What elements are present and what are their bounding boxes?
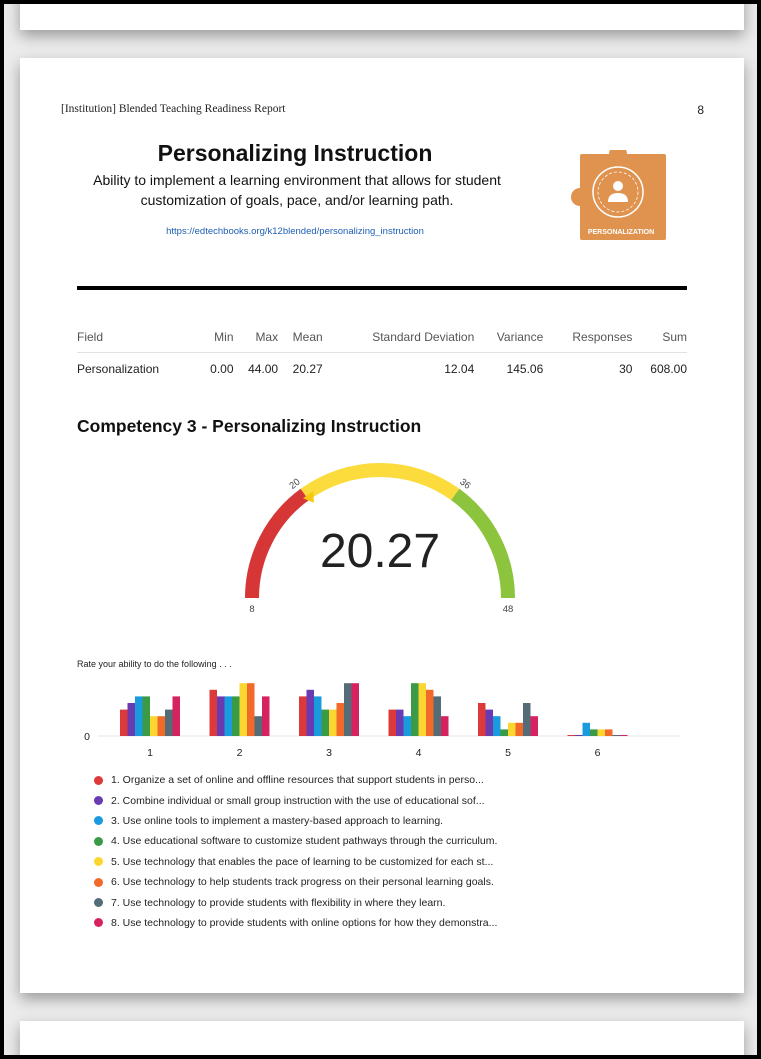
- bar: [255, 716, 263, 736]
- bar: [396, 710, 404, 736]
- personalization-badge: [566, 150, 670, 246]
- x-tick-label: 4: [415, 747, 422, 759]
- bar: [523, 703, 531, 736]
- gauge-band-mid: [305, 470, 455, 494]
- section-subtitle: [60, 170, 534, 210]
- legend-dot-icon: [94, 837, 103, 846]
- bar: [590, 729, 598, 736]
- bar: [501, 729, 509, 736]
- next-page: [20, 1021, 744, 1055]
- cell-field: Personalization: [77, 362, 160, 376]
- legend-label: 4. Use educational software to customize student pathways through the curriculum.: [111, 835, 498, 848]
- bar: [426, 690, 434, 736]
- bar: [620, 735, 628, 736]
- bar-chart-title: Rate your ability to do the following . . .: [77, 659, 232, 669]
- bar: [419, 683, 427, 736]
- bar: [143, 696, 151, 736]
- legend-label: 5. Use technology that enables the pace of learning to be customized for each st...: [111, 855, 494, 868]
- col-variance: Variance: [474, 324, 543, 353]
- subtitle-line-1: Ability to implement a learning environment that allows for student: [93, 172, 501, 188]
- legend-label: 6. Use technology to help students track progress on their personal learning goals.: [111, 876, 494, 889]
- legend-item: [94, 770, 497, 790]
- bar: [165, 710, 173, 736]
- bar: [493, 716, 501, 736]
- bar: [605, 729, 613, 736]
- bar: [613, 735, 621, 736]
- bar: [173, 696, 181, 736]
- bar: [344, 683, 352, 736]
- x-tick-label: 2: [236, 747, 243, 759]
- legend-dot-icon: [94, 918, 103, 927]
- bar: [240, 683, 248, 736]
- bar: [531, 716, 539, 736]
- table-row: [77, 353, 687, 386]
- cell-max: 44.00: [248, 362, 279, 376]
- cell-min: 0.00: [210, 362, 234, 376]
- bar: [508, 723, 516, 736]
- legend-dot-icon: [94, 898, 103, 907]
- bar: [568, 735, 576, 736]
- col-std-dev: Standard Deviation: [323, 324, 475, 353]
- cell-std-dev: 12.04: [444, 362, 475, 376]
- bar: [441, 716, 449, 736]
- y-tick-label: 0: [84, 731, 90, 743]
- legend-label: 1. Organize a set of online and offline resources that support students in perso...: [111, 774, 484, 787]
- legend-item: [94, 913, 497, 933]
- col-max: Max: [234, 324, 279, 353]
- col-field: Field: [77, 324, 199, 353]
- page-number: 8: [697, 103, 704, 117]
- bar: [120, 710, 128, 736]
- badge-label: PERSONALIZATION: [587, 229, 655, 236]
- resource-link[interactable]: https://edtechbooks.org/k12blended/personalizing_instruction: [166, 226, 424, 237]
- col-min: Min: [199, 324, 234, 353]
- bar: [478, 703, 486, 736]
- bar: [352, 683, 360, 736]
- legend-item: [94, 852, 497, 872]
- bar: [232, 696, 240, 736]
- x-tick-label: 3: [326, 747, 332, 759]
- section-title: Personalizing Instruction: [157, 140, 433, 166]
- gauge-label-threshold-low: 20: [287, 476, 303, 492]
- bar: [150, 716, 158, 736]
- subtitle-line-2: customization of goals, pace, and/or learning path.: [140, 192, 454, 208]
- legend-label: 7. Use technology to provide students with flexibility in where they learn.: [111, 896, 446, 909]
- legend-item: [94, 811, 497, 831]
- bar: [210, 690, 218, 736]
- bar: [404, 716, 412, 736]
- gauge-label-max: 48: [502, 604, 514, 615]
- bar: [299, 696, 307, 736]
- chart-legend: [94, 770, 497, 933]
- legend-item: [94, 790, 497, 810]
- cell-responses: 30: [619, 362, 633, 376]
- bar: [307, 690, 315, 736]
- col-sum: Sum: [632, 324, 687, 353]
- legend-label: 8. Use technology to provide students with online options for how they demonstra...: [111, 916, 498, 929]
- cell-variance: 145.06: [506, 362, 544, 376]
- legend-item: [94, 831, 497, 851]
- col-mean: Mean: [278, 324, 323, 353]
- bar: [434, 696, 442, 736]
- bar: [329, 710, 337, 736]
- gauge-label-threshold-high: 36: [457, 476, 473, 492]
- bar: [314, 696, 322, 736]
- bar: [247, 683, 255, 736]
- x-tick-label: 6: [594, 747, 601, 759]
- legend-dot-icon: [94, 878, 103, 887]
- bar: [389, 710, 397, 736]
- section-divider: [77, 286, 687, 290]
- x-tick-label: 5: [505, 747, 511, 759]
- legend-label: 2. Combine individual or small group instruction with the use of educational sof...: [111, 794, 485, 807]
- gauge-value: 20.27: [319, 525, 441, 578]
- legend-label: 3. Use online tools to implement a mastery-based approach to learning.: [111, 814, 444, 827]
- legend-dot-icon: [94, 776, 103, 785]
- cell-mean: 20.27: [292, 362, 323, 376]
- bar: [158, 716, 166, 736]
- bar: [135, 696, 143, 736]
- stats-header-row: [77, 324, 687, 353]
- report-page: [20, 58, 744, 993]
- bar: [337, 703, 345, 736]
- bar: [217, 696, 225, 736]
- bar: [516, 723, 524, 736]
- bar-chart: [70, 676, 690, 764]
- legend-dot-icon: [94, 796, 103, 805]
- previous-page: [20, 4, 744, 30]
- cell-sum: 608.00: [650, 362, 687, 376]
- bar: [262, 696, 270, 736]
- competency-title: Competency 3 - Personalizing Instruction: [77, 416, 422, 436]
- bar: [128, 703, 136, 736]
- bar: [486, 710, 494, 736]
- legend-dot-icon: [94, 857, 103, 866]
- bar: [583, 723, 591, 736]
- legend-item: [94, 892, 497, 912]
- bar: [575, 735, 583, 736]
- stats-table: [77, 324, 687, 385]
- bar: [411, 683, 419, 736]
- legend-item: [94, 872, 497, 892]
- gauge-label-min: 8: [249, 604, 255, 615]
- bar: [322, 710, 330, 736]
- x-tick-label: 1: [147, 747, 153, 759]
- legend-dot-icon: [94, 816, 103, 825]
- bar: [598, 729, 606, 736]
- document-viewer[interactable]: [4, 4, 757, 1055]
- report-header-title: [Institution] Blended Teaching Readiness Report: [61, 103, 286, 115]
- bar: [225, 696, 233, 736]
- col-responses: Responses: [543, 324, 632, 353]
